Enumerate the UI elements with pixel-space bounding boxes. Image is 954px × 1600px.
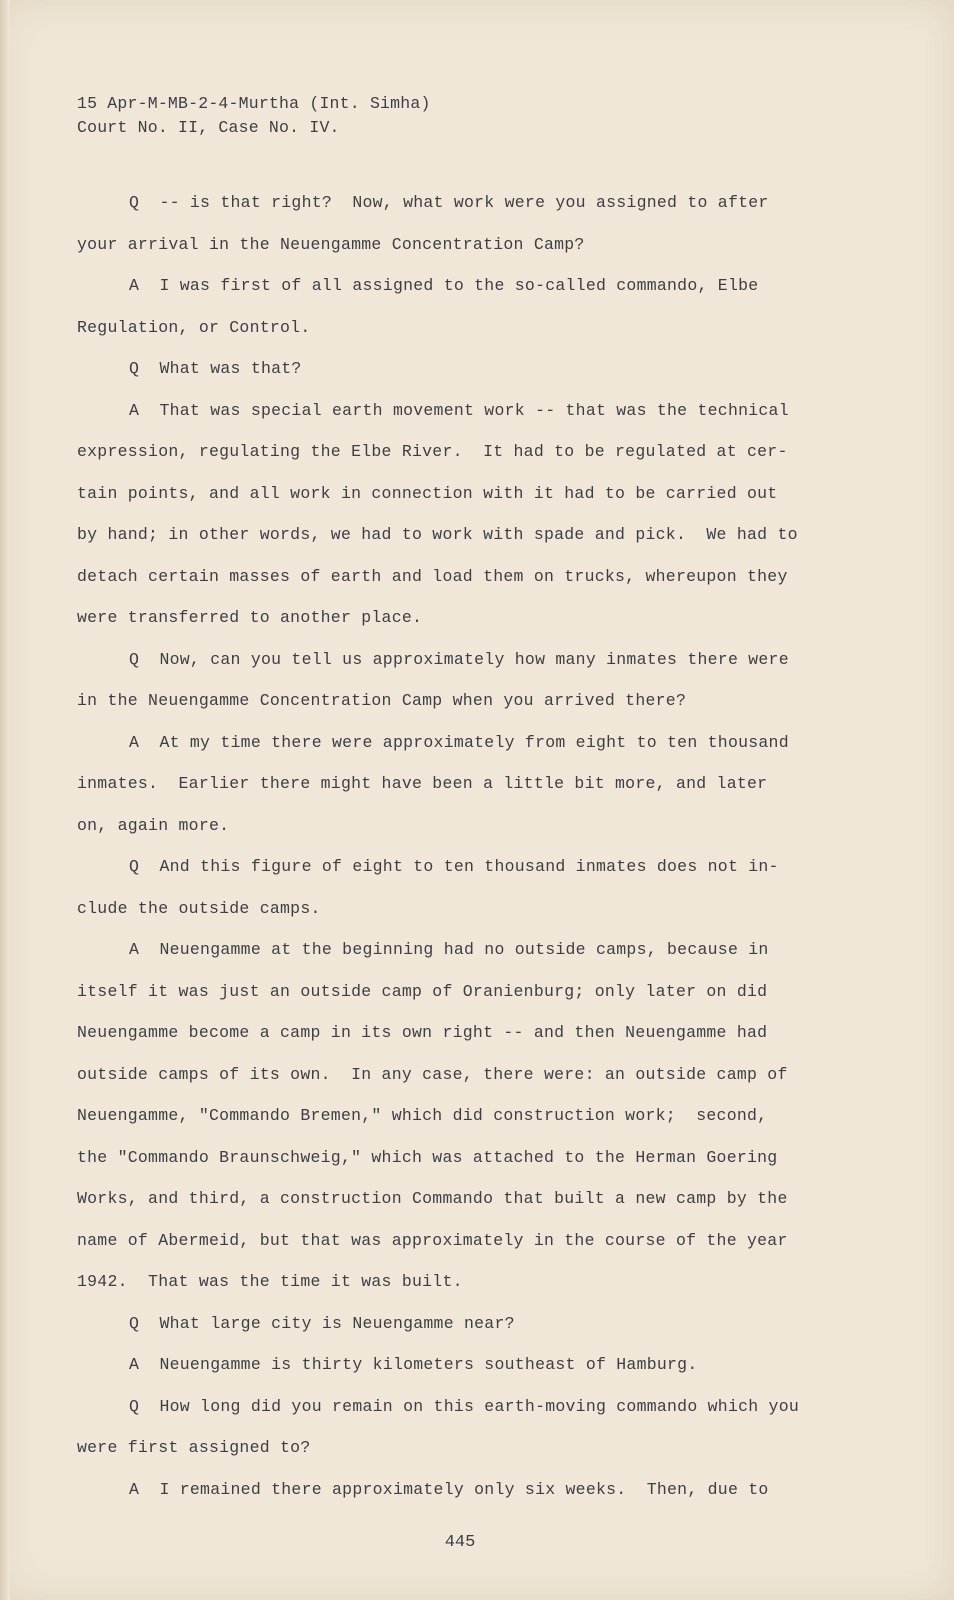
transcript-line: Q How long did you remain on this earth-moving commando which you	[129, 1396, 800, 1416]
transcript-line: 1942. That was the time it was built.	[77, 1272, 463, 1291]
transcript-line: expression, regulating the Elbe River. It had to be regulated at cer-	[77, 442, 788, 461]
transcript-line: tain points, and all work in connection with it had to be carried out	[77, 483, 778, 503]
transcript-line: clude the outside camps.	[77, 898, 321, 918]
transcript-line: your arrival in the Neuengamme Concentration Camp?	[77, 234, 585, 254]
transcript-line: name of Abermeid, but that was approximately in the course of the year	[77, 1230, 788, 1250]
transcript-line: itself it was just an outside camp of Oranienburg; only later on did	[77, 981, 768, 1001]
transcript-line: Works, and third, a construction Commando that built a new camp by the	[77, 1189, 788, 1208]
transcript-line: Q Now, can you tell us approximately how many inmates there were	[129, 649, 789, 669]
header-line-2: Court No. II, Case No. IV.	[77, 118, 340, 137]
transcript-line: on, again more.	[77, 815, 230, 835]
transcript-line: detach certain masses of earth and load them on trucks, whereupon they	[77, 566, 788, 586]
transcript-line: Regulation, or Control.	[77, 317, 311, 337]
transcript-line: outside camps of its own. In any case, there were: an outside camp of	[77, 1064, 788, 1084]
transcript-line: inmates. Earlier there might have been a little bit more, and later	[77, 774, 768, 793]
transcript-line: Q -- is that right? Now, what work were you assigned to after	[129, 193, 769, 212]
transcript-line: were transferred to another place.	[77, 608, 423, 627]
transcript-line: A I was first of all assigned to the so-called commando, Elbe	[129, 276, 759, 295]
transcript-line: A Neuengamme at the beginning had no outside camps, because in	[129, 940, 769, 959]
document-header	[77, 92, 431, 140]
transcript-line: in the Neuengamme Concentration Camp when you arrived there?	[77, 691, 687, 710]
page-number: 445	[444, 1533, 476, 1552]
transcript-body	[77, 189, 817, 1517]
transcript-line: the "Commando Braunschweig," which was attached to the Herman Goering	[77, 1147, 778, 1167]
transcript-line: A I remained there approximately only six weeks. Then, due to	[129, 1479, 769, 1499]
transcript-line: Neuengamme become a camp in its own right -- and then Neuengamme had	[77, 1023, 768, 1042]
transcript-line: A Neuengamme is thirty kilometers southeast of Hamburg.	[129, 1355, 698, 1374]
transcript-line: Q And this figure of eight to ten thousand inmates does not in-	[129, 857, 779, 876]
transcript-line: Q What large city is Neuengamme near?	[129, 1313, 515, 1333]
transcript-line: A At my time there were approximately from eight to ten thousand	[129, 732, 789, 752]
transcript-line: Neuengamme, "Commando Bremen," which did construction work; second,	[77, 1106, 768, 1125]
header-line-1: 15 Apr-M-MB-2-4-Murtha (Int. Simha)	[77, 94, 431, 113]
transcript-line: Q What was that?	[129, 359, 302, 378]
page-edge	[0, 0, 10, 1600]
transcript-line: by hand; in other words, we had to work with spade and pick. We had to	[77, 525, 798, 544]
transcript-line: were first assigned to?	[77, 1438, 311, 1457]
transcript-line: A That was special earth movement work -- that was the technical	[129, 400, 789, 420]
